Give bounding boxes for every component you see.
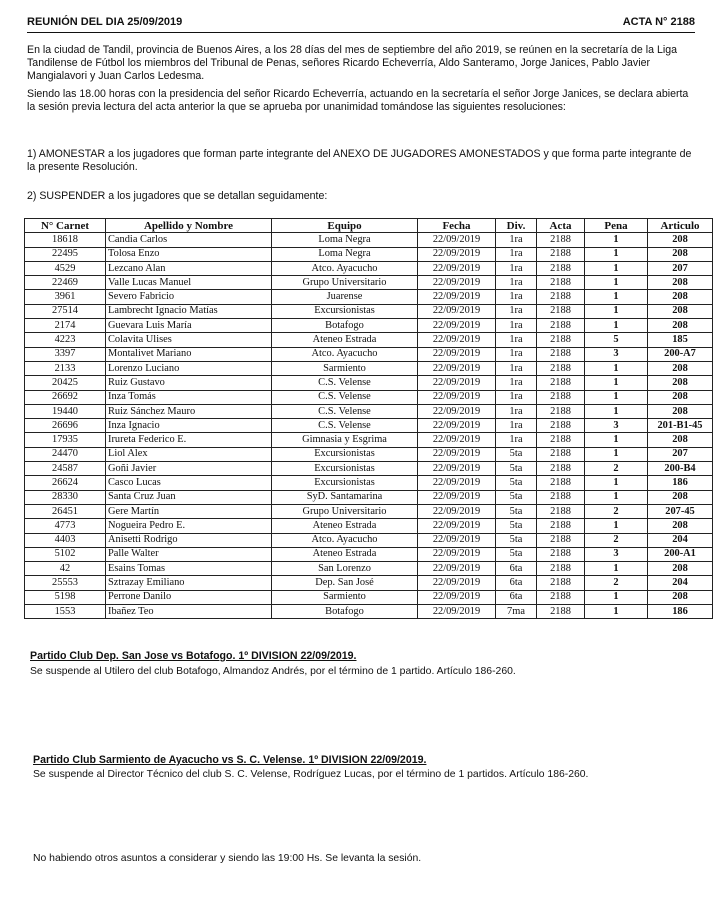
date-cell: 22/09/2019 xyxy=(418,247,496,261)
team-cell: Grupo Universitario xyxy=(272,504,418,518)
table-header-row xyxy=(25,219,713,233)
penalty-cell: 1 xyxy=(585,319,648,333)
penalty-cell: 1 xyxy=(585,562,648,576)
date-cell: 22/09/2019 xyxy=(418,533,496,547)
penalty-cell: 1 xyxy=(585,433,648,447)
table-row xyxy=(25,576,713,590)
carnet-cell: 27514 xyxy=(25,304,106,318)
carnet-cell: 17935 xyxy=(25,433,106,447)
division-cell: 1ra xyxy=(496,319,537,333)
table-body xyxy=(25,233,713,619)
name-cell: Ibañez Teo xyxy=(106,605,272,619)
penalty-cell: 1 xyxy=(585,376,648,390)
acta-cell: 2188 xyxy=(537,433,585,447)
resolution-amonestar: 1) AMONESTAR a los jugadores que forman parte integrante del ANEXO DE JUGADORES AMONESTADOS y que forma parte integrante de la presente Resolución. xyxy=(27,148,692,174)
team-cell: Sarmiento xyxy=(272,590,418,604)
acta-cell: 2188 xyxy=(537,562,585,576)
intro-paragraph-session: Siendo las 18.00 horas con la presidencia del señor Ricardo Echeverría, actuando en la secretaría el señor Jorge Janices, se declara abierta la sesión previa lectura del acta anterior la que se aprueba por unanimidad tomándose las siguientes resoluciones: xyxy=(27,88,689,114)
penalty-cell: 1 xyxy=(585,247,648,261)
date-cell: 22/09/2019 xyxy=(418,605,496,619)
match-resolution-san-jose-botafogo: Se suspende al Utilero del club Botafogo, Almandoz Andrés, por el término de 1 partido. Artículo 186-260. xyxy=(30,666,516,677)
division-cell: 6ta xyxy=(496,576,537,590)
name-cell: Esains Tomas xyxy=(106,562,272,576)
acta-cell: 2188 xyxy=(537,462,585,476)
date-cell: 22/09/2019 xyxy=(418,547,496,561)
division-cell: 1ra xyxy=(496,261,537,275)
team-cell: Excursionistas xyxy=(272,447,418,461)
closing-statement: No habiendo otros asuntos a considerar y siendo las 19:00 Hs. Se levanta la sesión. xyxy=(33,853,422,864)
acta-cell: 2188 xyxy=(537,290,585,304)
carnet-cell: 26624 xyxy=(25,476,106,490)
team-cell: Ateneo Estrada xyxy=(272,547,418,561)
date-cell: 22/09/2019 xyxy=(418,347,496,361)
carnet-cell: 19440 xyxy=(25,404,106,418)
division-cell: 5ta xyxy=(496,504,537,518)
table-row xyxy=(25,404,713,418)
match-resolution-sarmiento-velense: Se suspende al Director Técnico del club S. C. Velense, Rodríguez Lucas, por el término de 1 partidos. Artículo 186-260. xyxy=(33,769,589,780)
acta-cell: 2188 xyxy=(537,261,585,275)
acta-cell: 2188 xyxy=(537,319,585,333)
date-cell: 22/09/2019 xyxy=(418,476,496,490)
article-cell: 208 xyxy=(648,490,713,504)
table-row xyxy=(25,605,713,619)
division-cell: 5ta xyxy=(496,490,537,504)
division-cell: 5ta xyxy=(496,476,537,490)
name-cell: Palle Walter xyxy=(106,547,272,561)
carnet-cell: 22495 xyxy=(25,247,106,261)
penalty-cell: 1 xyxy=(585,390,648,404)
article-cell: 207 xyxy=(648,261,713,275)
name-cell: Guevara Luis María xyxy=(106,319,272,333)
division-cell: 5ta xyxy=(496,462,537,476)
header-division: Div. xyxy=(496,219,537,233)
division-cell: 5ta xyxy=(496,519,537,533)
division-cell: 1ra xyxy=(496,247,537,261)
name-cell: Candia Carlos xyxy=(106,233,272,247)
acta-cell: 2188 xyxy=(537,404,585,418)
team-cell: Grupo Universitario xyxy=(272,276,418,290)
article-cell: 186 xyxy=(648,476,713,490)
name-cell: Ruiz Sánchez Mauro xyxy=(106,404,272,418)
acta-number: ACTA N° 2188 xyxy=(622,16,695,28)
carnet-cell: 2174 xyxy=(25,319,106,333)
carnet-cell: 3397 xyxy=(25,347,106,361)
article-cell: 208 xyxy=(648,276,713,290)
penalty-cell: 2 xyxy=(585,462,648,476)
acta-cell: 2188 xyxy=(537,376,585,390)
team-cell: C.S. Velense xyxy=(272,376,418,390)
division-cell: 7ma xyxy=(496,605,537,619)
article-cell: 200-A1 xyxy=(648,547,713,561)
division-cell: 1ra xyxy=(496,433,537,447)
table-row xyxy=(25,433,713,447)
article-cell: 204 xyxy=(648,533,713,547)
penalty-cell: 1 xyxy=(585,261,648,275)
table-row xyxy=(25,547,713,561)
date-cell: 22/09/2019 xyxy=(418,490,496,504)
division-cell: 1ra xyxy=(496,304,537,318)
article-cell: 208 xyxy=(648,376,713,390)
penalty-cell: 1 xyxy=(585,447,648,461)
carnet-cell: 26692 xyxy=(25,390,106,404)
penalty-cell: 2 xyxy=(585,576,648,590)
acta-cell: 2188 xyxy=(537,490,585,504)
penalty-cell: 1 xyxy=(585,476,648,490)
penalty-cell: 1 xyxy=(585,519,648,533)
date-cell: 22/09/2019 xyxy=(418,376,496,390)
penalty-cell: 1 xyxy=(585,304,648,318)
team-cell: Gimnasia y Esgrima xyxy=(272,433,418,447)
date-cell: 22/09/2019 xyxy=(418,519,496,533)
carnet-cell: 4403 xyxy=(25,533,106,547)
date-cell: 22/09/2019 xyxy=(418,447,496,461)
table-row xyxy=(25,419,713,433)
penalty-cell: 1 xyxy=(585,276,648,290)
name-cell: Lorenzo Luciano xyxy=(106,361,272,375)
date-cell: 22/09/2019 xyxy=(418,404,496,418)
header-acta: Acta xyxy=(537,219,585,233)
header-date: Fecha xyxy=(418,219,496,233)
table-row xyxy=(25,462,713,476)
article-cell: 208 xyxy=(648,233,713,247)
division-cell: 1ra xyxy=(496,376,537,390)
team-cell: San Lorenzo xyxy=(272,562,418,576)
article-cell: 207 xyxy=(648,447,713,461)
table-row xyxy=(25,476,713,490)
division-cell: 6ta xyxy=(496,590,537,604)
acta-cell: 2188 xyxy=(537,590,585,604)
team-cell: C.S. Velense xyxy=(272,404,418,418)
article-cell: 200-B4 xyxy=(648,462,713,476)
table-row xyxy=(25,533,713,547)
article-cell: 208 xyxy=(648,433,713,447)
acta-cell: 2188 xyxy=(537,347,585,361)
penalty-cell: 5 xyxy=(585,333,648,347)
acta-cell: 2188 xyxy=(537,576,585,590)
carnet-cell: 5102 xyxy=(25,547,106,561)
division-cell: 5ta xyxy=(496,533,537,547)
carnet-cell: 42 xyxy=(25,562,106,576)
name-cell: Anisetti Rodrigo xyxy=(106,533,272,547)
penalty-cell: 1 xyxy=(585,590,648,604)
penalty-cell: 2 xyxy=(585,533,648,547)
document-header xyxy=(27,14,695,33)
table-row xyxy=(25,347,713,361)
header-name: Apellido y Nombre xyxy=(106,219,272,233)
carnet-cell: 5198 xyxy=(25,590,106,604)
division-cell: 1ra xyxy=(496,390,537,404)
division-cell: 1ra xyxy=(496,333,537,347)
team-cell: Juarense xyxy=(272,290,418,304)
date-cell: 22/09/2019 xyxy=(418,590,496,604)
carnet-cell: 4529 xyxy=(25,261,106,275)
carnet-cell: 25553 xyxy=(25,576,106,590)
penalty-cell: 1 xyxy=(585,233,648,247)
article-cell: 207-45 xyxy=(648,504,713,518)
team-cell: C.S. Velense xyxy=(272,390,418,404)
division-cell: 6ta xyxy=(496,562,537,576)
article-cell: 186 xyxy=(648,605,713,619)
acta-cell: 2188 xyxy=(537,605,585,619)
carnet-cell: 18618 xyxy=(25,233,106,247)
acta-cell: 2188 xyxy=(537,247,585,261)
name-cell: Lambrecht Ignacio Matías xyxy=(106,304,272,318)
name-cell: Santa Cruz Juan xyxy=(106,490,272,504)
acta-cell: 2188 xyxy=(537,276,585,290)
article-cell: 208 xyxy=(648,361,713,375)
team-cell: C.S. Velense xyxy=(272,419,418,433)
acta-cell: 2188 xyxy=(537,233,585,247)
article-cell: 208 xyxy=(648,590,713,604)
table-row xyxy=(25,276,713,290)
acta-cell: 2188 xyxy=(537,333,585,347)
date-cell: 22/09/2019 xyxy=(418,576,496,590)
carnet-cell: 26451 xyxy=(25,504,106,518)
division-cell: 1ra xyxy=(496,347,537,361)
header-article: Articulo xyxy=(648,219,713,233)
date-cell: 22/09/2019 xyxy=(418,390,496,404)
article-cell: 208 xyxy=(648,519,713,533)
team-cell: Loma Negra xyxy=(272,233,418,247)
penalty-cell: 1 xyxy=(585,290,648,304)
carnet-cell: 24587 xyxy=(25,462,106,476)
table-row xyxy=(25,261,713,275)
team-cell: Excursionistas xyxy=(272,476,418,490)
table-row xyxy=(25,319,713,333)
table-row xyxy=(25,304,713,318)
carnet-cell: 3961 xyxy=(25,290,106,304)
table-row xyxy=(25,490,713,504)
date-cell: 22/09/2019 xyxy=(418,304,496,318)
table-row xyxy=(25,447,713,461)
name-cell: Liol Alex xyxy=(106,447,272,461)
division-cell: 1ra xyxy=(496,290,537,304)
acta-cell: 2188 xyxy=(537,447,585,461)
article-cell: 208 xyxy=(648,319,713,333)
table-row xyxy=(25,390,713,404)
carnet-cell: 1553 xyxy=(25,605,106,619)
team-cell: Loma Negra xyxy=(272,247,418,261)
acta-cell: 2188 xyxy=(537,504,585,518)
resolution-suspender: 2) SUSPENDER a los jugadores que se detallan seguidamente: xyxy=(27,190,328,202)
match-title-sarmiento-velense: Partido Club Sarmiento de Ayacucho vs S. C. Velense. 1º DIVISION 22/09/2019. xyxy=(33,754,427,766)
article-cell: 208 xyxy=(648,404,713,418)
team-cell: Ateneo Estrada xyxy=(272,333,418,347)
name-cell: Inza Ignacio xyxy=(106,419,272,433)
penalty-cell: 3 xyxy=(585,347,648,361)
carnet-cell: 4223 xyxy=(25,333,106,347)
table-row xyxy=(25,519,713,533)
table-row xyxy=(25,233,713,247)
name-cell: Sztrazay Emiliano xyxy=(106,576,272,590)
table-row xyxy=(25,333,713,347)
name-cell: Valle Lucas Manuel xyxy=(106,276,272,290)
article-cell: 208 xyxy=(648,247,713,261)
article-cell: 208 xyxy=(648,390,713,404)
team-cell: Botafogo xyxy=(272,319,418,333)
penalty-cell: 3 xyxy=(585,419,648,433)
table-row xyxy=(25,290,713,304)
table-row xyxy=(25,590,713,604)
team-cell: Ateneo Estrada xyxy=(272,519,418,533)
carnet-cell: 4773 xyxy=(25,519,106,533)
penalty-cell: 3 xyxy=(585,547,648,561)
name-cell: Tolosa Enzo xyxy=(106,247,272,261)
article-cell: 185 xyxy=(648,333,713,347)
date-cell: 22/09/2019 xyxy=(418,333,496,347)
date-cell: 22/09/2019 xyxy=(418,462,496,476)
date-cell: 22/09/2019 xyxy=(418,276,496,290)
table-row xyxy=(25,376,713,390)
division-cell: 1ra xyxy=(496,404,537,418)
header-carnet: N° Carnet xyxy=(25,219,106,233)
team-cell: Dep. San José xyxy=(272,576,418,590)
table-row xyxy=(25,562,713,576)
team-cell: Atco. Ayacucho xyxy=(272,347,418,361)
name-cell: Nogueira Pedro E. xyxy=(106,519,272,533)
table-row xyxy=(25,504,713,518)
acta-cell: 2188 xyxy=(537,547,585,561)
match-title-san-jose-botafogo: Partido Club Dep. San Jose vs Botafogo. 1º DIVISION 22/09/2019. xyxy=(30,650,357,662)
acta-cell: 2188 xyxy=(537,390,585,404)
division-cell: 5ta xyxy=(496,447,537,461)
team-cell: Excursionistas xyxy=(272,304,418,318)
name-cell: Perrone Danilo xyxy=(106,590,272,604)
acta-cell: 2188 xyxy=(537,519,585,533)
carnet-cell: 2133 xyxy=(25,361,106,375)
article-cell: 201-B1-45 xyxy=(648,419,713,433)
date-cell: 22/09/2019 xyxy=(418,290,496,304)
division-cell: 1ra xyxy=(496,361,537,375)
carnet-cell: 24470 xyxy=(25,447,106,461)
name-cell: Colavita Ulises xyxy=(106,333,272,347)
name-cell: Inza Tomás xyxy=(106,390,272,404)
penalty-cell: 1 xyxy=(585,490,648,504)
meeting-title: REUNIÓN DEL DIA 25/09/2019 xyxy=(27,16,183,28)
date-cell: 22/09/2019 xyxy=(418,433,496,447)
date-cell: 22/09/2019 xyxy=(418,361,496,375)
penalty-cell: 1 xyxy=(585,404,648,418)
team-cell: Botafogo xyxy=(272,605,418,619)
acta-cell: 2188 xyxy=(537,304,585,318)
name-cell: Ruiz Gustavo xyxy=(106,376,272,390)
article-cell: 204 xyxy=(648,576,713,590)
team-cell: Excursionistas xyxy=(272,462,418,476)
header-team: Equipo xyxy=(272,219,418,233)
division-cell: 1ra xyxy=(496,276,537,290)
acta-cell: 2188 xyxy=(537,533,585,547)
acta-cell: 2188 xyxy=(537,361,585,375)
intro-paragraph-members: En la ciudad de Tandil, provincia de Buenos Aires, a los 28 días del mes de septiembre del año 2019, se reúnen en la secretaría de la Liga Tandilense de Fútbol los miembros del Tribunal de Penas, señores Ricardo Echeverría, Aldo Santeramo, Jorge Janices, Pablo Javier Mangialavori y Juan Carlos Ledesma. xyxy=(27,44,677,83)
name-cell: Lezcano Alan xyxy=(106,261,272,275)
article-cell: 208 xyxy=(648,562,713,576)
name-cell: Severo Fabricio xyxy=(106,290,272,304)
date-cell: 22/09/2019 xyxy=(418,319,496,333)
article-cell: 200-A7 xyxy=(648,347,713,361)
date-cell: 22/09/2019 xyxy=(418,233,496,247)
team-cell: Atco. Ayacucho xyxy=(272,533,418,547)
date-cell: 22/09/2019 xyxy=(418,419,496,433)
name-cell: Montalivet Mariano xyxy=(106,347,272,361)
team-cell: Sarmiento xyxy=(272,361,418,375)
division-cell: 1ra xyxy=(496,233,537,247)
division-cell: 5ta xyxy=(496,547,537,561)
carnet-cell: 20425 xyxy=(25,376,106,390)
carnet-cell: 28330 xyxy=(25,490,106,504)
name-cell: Gere Martín xyxy=(106,504,272,518)
table-row xyxy=(25,361,713,375)
suspensions-table xyxy=(24,218,713,619)
penalty-cell: 1 xyxy=(585,605,648,619)
carnet-cell: 22469 xyxy=(25,276,106,290)
acta-cell: 2188 xyxy=(537,476,585,490)
carnet-cell: 26696 xyxy=(25,419,106,433)
date-cell: 22/09/2019 xyxy=(418,504,496,518)
penalty-cell: 2 xyxy=(585,504,648,518)
acta-cell: 2188 xyxy=(537,419,585,433)
name-cell: Casco Lucas xyxy=(106,476,272,490)
header-penalty: Pena xyxy=(585,219,648,233)
team-cell: Atco. Ayacucho xyxy=(272,261,418,275)
team-cell: SyD. Santamarina xyxy=(272,490,418,504)
division-cell: 1ra xyxy=(496,419,537,433)
article-cell: 208 xyxy=(648,304,713,318)
table-row xyxy=(25,247,713,261)
article-cell: 208 xyxy=(648,290,713,304)
date-cell: 22/09/2019 xyxy=(418,562,496,576)
name-cell: Irureta Federico E. xyxy=(106,433,272,447)
penalty-cell: 1 xyxy=(585,361,648,375)
name-cell: Goñi Javier xyxy=(106,462,272,476)
date-cell: 22/09/2019 xyxy=(418,261,496,275)
